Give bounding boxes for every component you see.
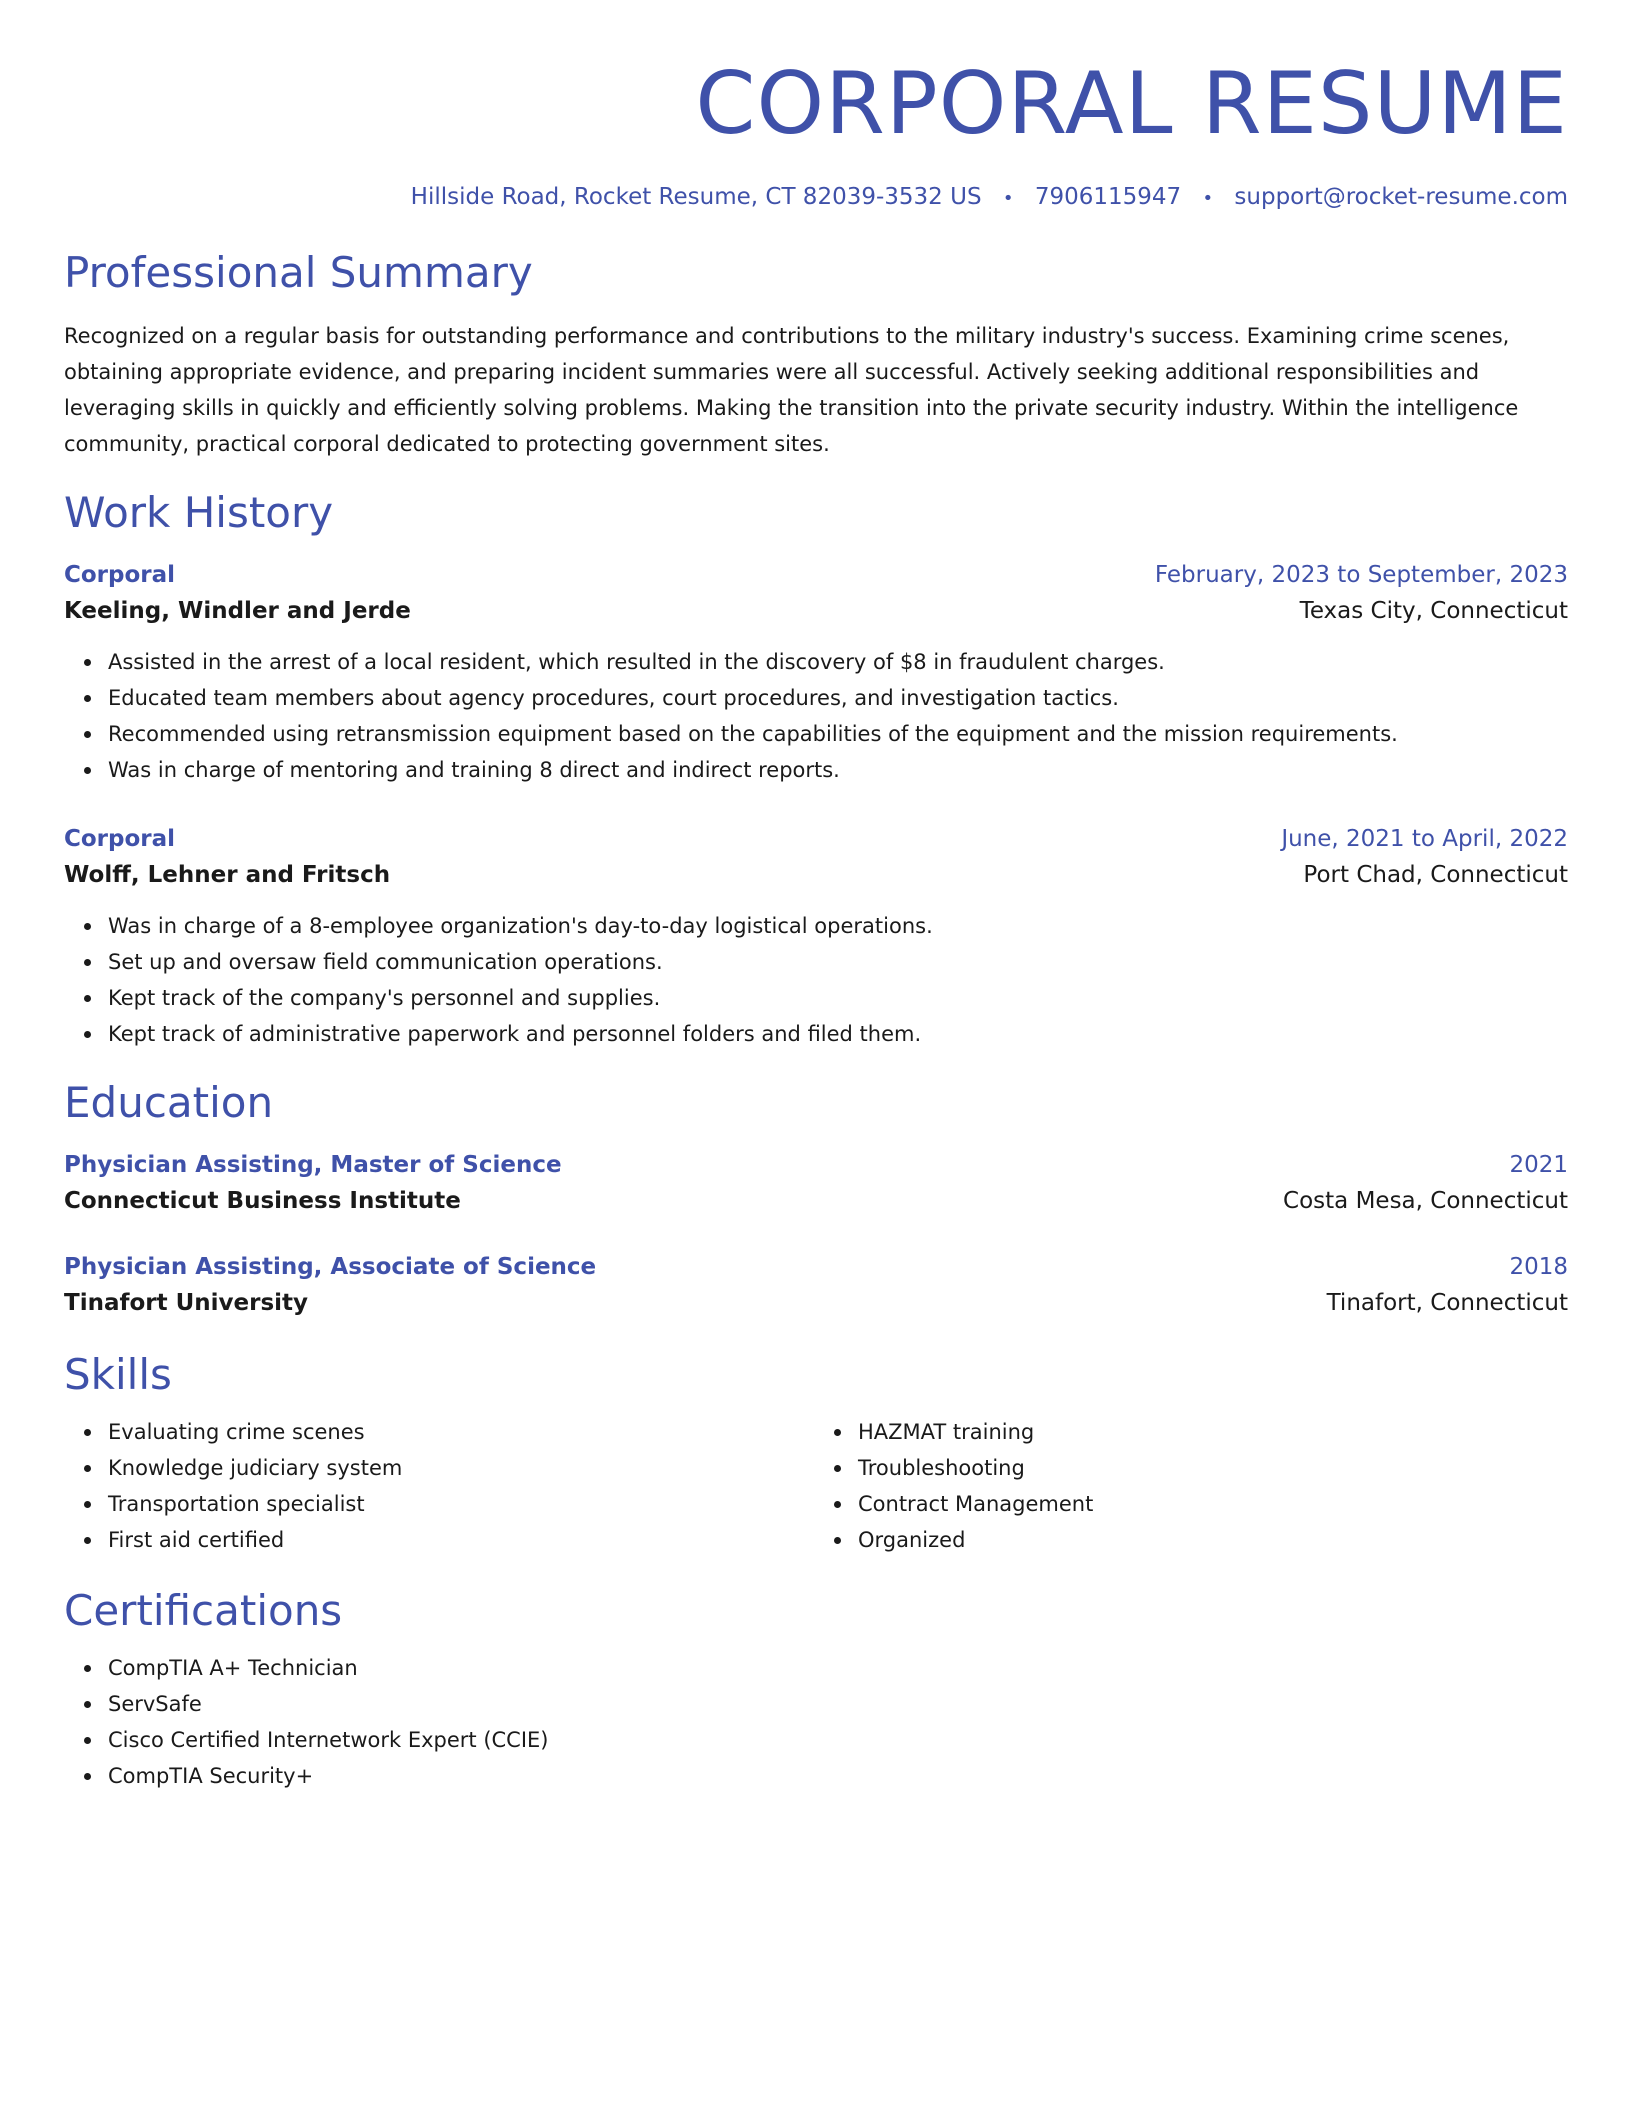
degree-name: Physician Assisting, Associate of Science xyxy=(64,1254,597,1280)
list-item: HAZMAT training xyxy=(858,1414,1568,1450)
education-heading: Education xyxy=(64,1078,274,1127)
resume-name: CORPORAL RESUME xyxy=(695,54,1568,154)
list-item: CompTIA Security+ xyxy=(108,1758,1568,1794)
contact-phone: 7906115947 xyxy=(1034,184,1182,210)
list-item: Evaluating crime scenes xyxy=(108,1414,816,1450)
job-duties xyxy=(64,908,1568,1052)
list-item: Was in charge of a 8-employee organization's day-to-day logistical operations. xyxy=(108,908,1568,944)
list-item: Organized xyxy=(858,1522,1568,1558)
list-item: Transportation specialist xyxy=(108,1486,816,1522)
list-item: Troubleshooting xyxy=(858,1450,1568,1486)
job-duties xyxy=(64,644,1568,788)
job-company: Keeling, Windler and Jerde xyxy=(64,598,411,624)
contact-address: Hillside Road, Rocket Resume, CT 82039-3532 US xyxy=(410,184,982,210)
list-item: ServSafe xyxy=(108,1686,1568,1722)
list-item: Cisco Certified Internetwork Expert (CCIE) xyxy=(108,1722,1568,1758)
skills-list-left xyxy=(64,1414,816,1558)
contact-separator: • xyxy=(1002,188,1014,209)
work-history-heading: Work History xyxy=(64,488,334,537)
list-item: Contract Management xyxy=(858,1486,1568,1522)
resume-header xyxy=(64,56,1568,214)
job-role: Corporal xyxy=(64,562,176,588)
list-item: Set up and oversaw field communication operations. xyxy=(108,944,1568,980)
list-item: First aid certified xyxy=(108,1522,816,1558)
job-location: Texas City, Connecticut xyxy=(1299,598,1568,624)
list-item: Knowledge judiciary system xyxy=(108,1450,816,1486)
summary-heading: Professional Summary xyxy=(64,248,533,297)
contact-separator: • xyxy=(1202,188,1214,209)
school-location: Costa Mesa, Connecticut xyxy=(1283,1188,1568,1214)
skills-list-right xyxy=(816,1414,1568,1558)
job-entry xyxy=(64,558,1568,788)
education-entry xyxy=(64,1148,1568,1220)
school-name: Tinafort University xyxy=(64,1290,309,1316)
skills-columns xyxy=(64,1414,1568,1558)
list-item: Assisted in the arrest of a local resident, which resulted in the discovery of $8 in fraudulent charges. xyxy=(108,644,1568,680)
list-item: Kept track of the company's personnel and supplies. xyxy=(108,980,1568,1016)
degree-year: 2021 xyxy=(1509,1152,1568,1178)
certifications-list xyxy=(64,1650,1568,1794)
list-item: Kept track of administrative paperwork and personnel folders and filed them. xyxy=(108,1016,1568,1052)
list-item: Recommended using retransmission equipment based on the capabilities of the equipment and the mission requirements. xyxy=(108,716,1568,752)
job-entry xyxy=(64,822,1568,1052)
contact-line xyxy=(64,182,1568,214)
job-dates: June, 2021 to April, 2022 xyxy=(1281,826,1568,852)
job-location: Port Chad, Connecticut xyxy=(1303,862,1568,888)
list-item: CompTIA A+ Technician xyxy=(108,1650,1568,1686)
education-entry xyxy=(64,1250,1568,1322)
degree-year: 2018 xyxy=(1509,1254,1568,1280)
job-role: Corporal xyxy=(64,826,176,852)
skills-heading: Skills xyxy=(64,1350,172,1399)
list-item: Educated team members about agency procedures, court procedures, and investigation tactics. xyxy=(108,680,1568,716)
certifications-heading: Certifications xyxy=(64,1586,343,1635)
list-item: Was in charge of mentoring and training 8 direct and indirect reports. xyxy=(108,752,1568,788)
school-name: Connecticut Business Institute xyxy=(64,1188,461,1214)
job-dates: February, 2023 to September, 2023 xyxy=(1154,562,1568,588)
contact-email: support@rocket-resume.com xyxy=(1234,184,1568,210)
summary-text: Recognized on a regular basis for outstanding performance and contributions to the military industry's success. Examining crime scenes, obtaining appropriate evidence, and preparing incident summaries were all successful. Actively seeking additional responsibilities and leveraging skills in quickly and efficiently solving problems. Making the transition into the private security industry. Within the intelligence community, practical corporal dedicated to protecting government sites. xyxy=(64,324,1519,456)
school-location: Tinafort, Connecticut xyxy=(1326,1290,1568,1316)
job-company: Wolff, Lehner and Fritsch xyxy=(64,862,391,888)
degree-name: Physician Assisting, Master of Science xyxy=(64,1152,562,1178)
